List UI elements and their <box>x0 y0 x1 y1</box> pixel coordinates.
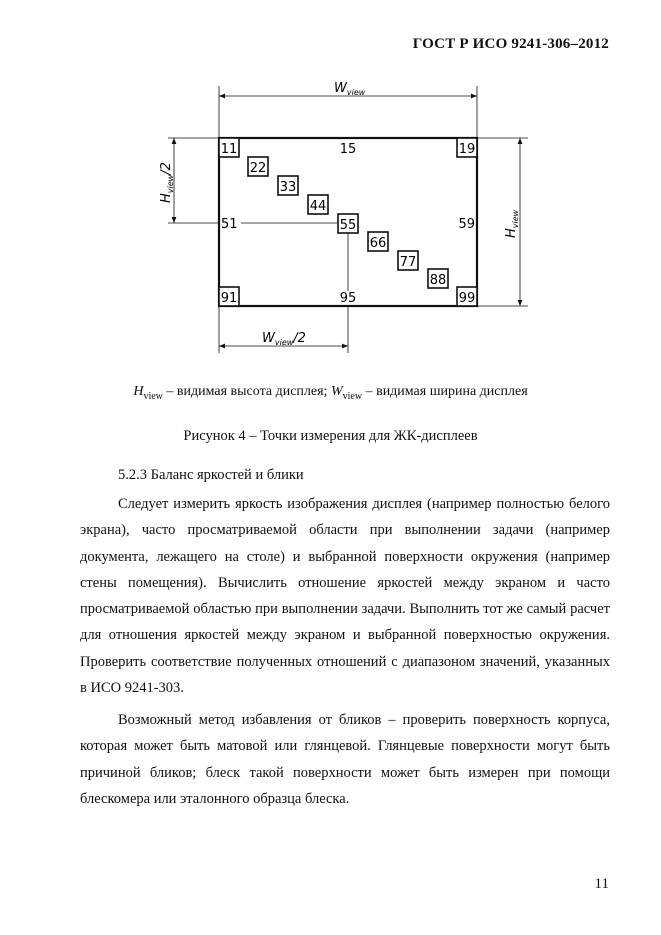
paragraph-luminance-balance: Следует измерить яркость изображения дисплея (например полностью белого экрана), часто просматриваемой области при выполнении задачи (например документа, лежащего на столе) и выбранной поверхности окружения (например стены помещения). Вычислить отношение яркостей между экраном и часто просматриваемой областью при выполнении задачи. Выполнить тот же самый расчет для отношения яркостей между экраном и выбранной поверхностью окружения. Проверить соответствие полученных отношений с диапазоном значений, указанных в ИСО 9241-303. <box>80 496 610 697</box>
point-15: 15 <box>339 142 357 157</box>
svg-text:99: 99 <box>458 291 476 306</box>
point-77 <box>398 251 418 270</box>
point-88 <box>428 269 448 288</box>
section-heading: 5.2.3 Баланс яркостей и блики <box>118 467 304 483</box>
point-44 <box>308 195 328 214</box>
point-33 <box>278 176 298 195</box>
label-w-view-half: $W_{view}/2$ <box>262 331 306 347</box>
svg-text:66: 66 <box>369 236 387 251</box>
point-11 <box>219 138 239 157</box>
page-number: 11 <box>594 876 609 892</box>
figure-legend: $H_{view}$ – видимая высота дисплея; $W_{view}$ – видимая ширина дисплея <box>133 384 528 402</box>
svg-text:77: 77 <box>399 255 417 270</box>
svg-text:22: 22 <box>249 161 267 176</box>
point-91 <box>219 287 239 306</box>
document-header: ГОСТ Р ИСО 9241-306–2012 <box>412 36 609 52</box>
label-w-view: $W_{view}$ <box>334 81 366 97</box>
point-51: 51 <box>221 217 238 232</box>
measurement-points-diagram <box>0 0 661 380</box>
svg-text:55: 55 <box>339 218 357 233</box>
svg-text:11: 11 <box>220 142 238 157</box>
svg-text:88: 88 <box>429 273 447 288</box>
point-19 <box>457 138 477 157</box>
point-59: 59 <box>458 217 475 232</box>
svg-text:91: 91 <box>220 291 238 306</box>
label-h-view: $H_{view}$ <box>504 209 520 238</box>
paragraph-glare: Возможный метод избавления от бликов – проверить поверхность корпуса, которая может быть матовой или глянцевой. Глянцевые поверхности могут быть причиной бликов; блеск такой поверхности может быть измерен при помощи блескомера или эталонного образца блеска. <box>80 712 610 807</box>
point-95: 95 <box>339 291 357 306</box>
svg-text:19: 19 <box>458 142 476 157</box>
point-55 <box>338 214 358 233</box>
figure-title: Рисунок 4 – Точки измерения для ЖК-дисплеев <box>183 428 478 444</box>
point-99 <box>457 287 477 306</box>
svg-text:44: 44 <box>309 199 327 214</box>
point-66 <box>368 232 388 251</box>
svg-text:33: 33 <box>279 180 297 195</box>
label-h-view-half: $H_{view}/2$ <box>159 162 175 203</box>
point-22 <box>248 157 268 176</box>
